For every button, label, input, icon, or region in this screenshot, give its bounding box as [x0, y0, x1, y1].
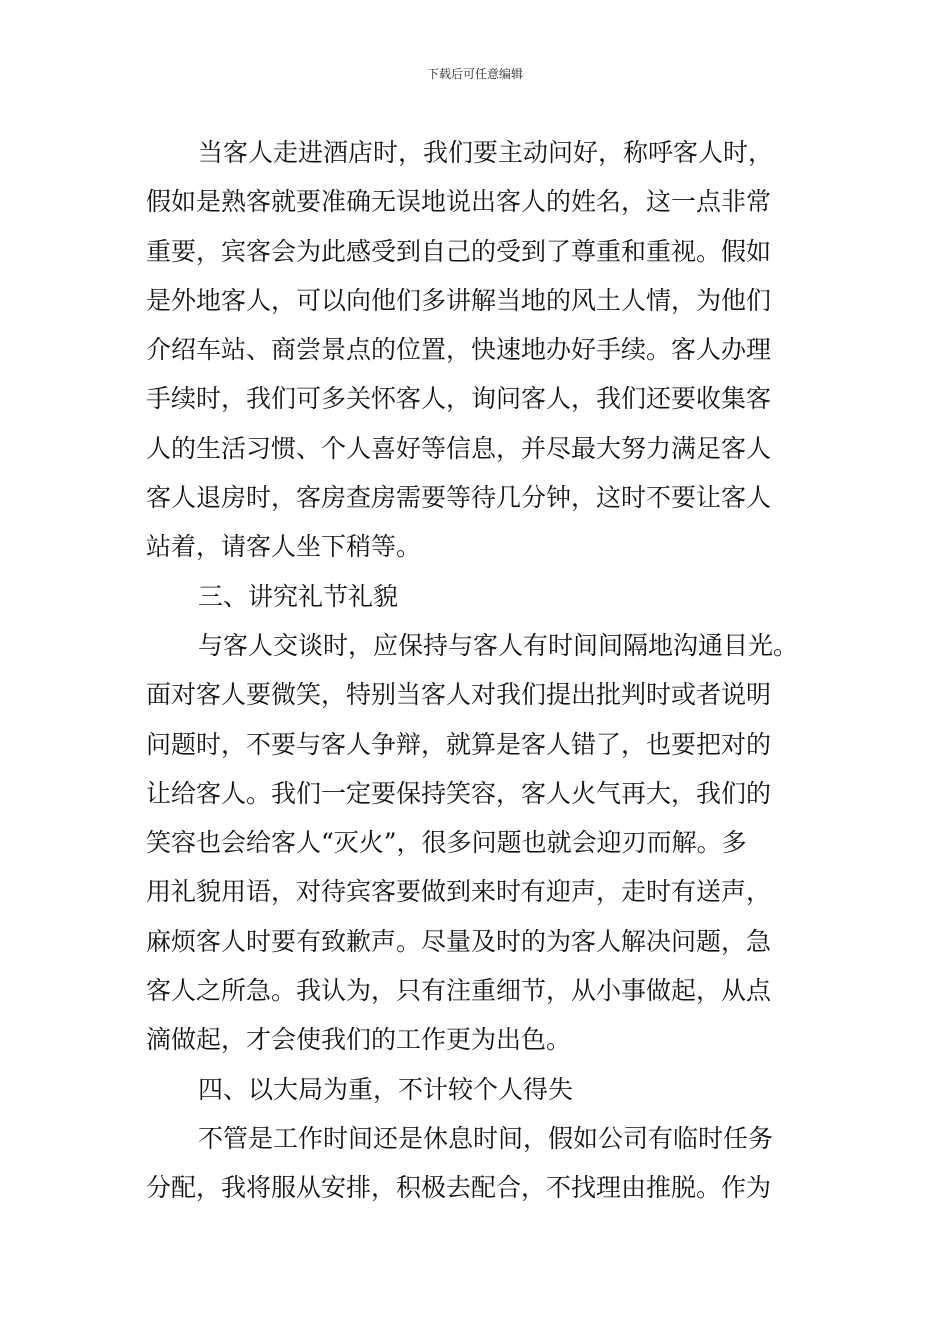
text-line: 笑容也会给客人“灭火”，很多问题也就会迎刃而解。多	[146, 828, 747, 858]
text-line: 客人退房时，客房查房需要等待几分钟，这时不要让客人	[146, 483, 772, 513]
text-line: 与客人交谈时，应保持与客人有时间间隔地沟通目光。	[198, 630, 799, 660]
text-line: 三、讲究礼节礼貌	[198, 581, 399, 611]
text-line: 不管是工作时间还是休息时间，假如公司有临时任务	[198, 1123, 774, 1153]
document-body	[146, 128, 836, 1213]
text-line: 问题时，不要与客人争辩，就算是客人错了，也要把对的	[146, 729, 772, 759]
text-line: 客人之所急。我认为，只有注重细节，从小事做起，从点	[146, 976, 772, 1006]
text-line: 四、以大局为重，不计较个人得失	[198, 1074, 574, 1104]
text-line: 手续时，我们可多关怀客人，询问客人，我们还要收集客	[146, 384, 772, 414]
text-line: 人的生活习惯、个人喜好等信息，并尽最大努力满足客人	[146, 433, 772, 463]
text-line: 是外地客人，可以向他们多讲解当地的风土人情，为他们	[146, 285, 772, 315]
text-line: 麻烦客人时要有致歉声。尽量及时的为客人解决问题，急	[146, 926, 772, 956]
page-header-note: 下载后可任意编辑	[426, 67, 523, 81]
text-line: 介绍车站、商尝景点的位置，快速地办好手续。客人办理	[146, 335, 772, 365]
text-line: 滴做起，才会使我们的工作更为出色。	[146, 1025, 572, 1055]
text-line: 用礼貌用语，对待宾客要做到来时有迎声，走时有送声，	[146, 877, 772, 907]
text-line: 当客人走进酒店时，我们要主动问好，称呼客人时，	[198, 138, 774, 167]
text-line: 让给客人。我们一定要保持笑容，客人火气再大，我们的	[146, 778, 772, 808]
text-line: 假如是熟客就要准确无误地说出客人的姓名，这一点非常	[146, 187, 772, 217]
text-line: 面对客人要微笑，特别当客人对我们提出批判时或者说明	[146, 680, 772, 710]
text-line: 分配，我将服从安排，积极去配合，不找理由推脱。作为	[146, 1173, 772, 1203]
text-line: 站着，请客人坐下稍等。	[146, 532, 422, 562]
text-line: 重要，宾客会为此感受到自己的受到了尊重和重视。假如	[146, 236, 772, 266]
